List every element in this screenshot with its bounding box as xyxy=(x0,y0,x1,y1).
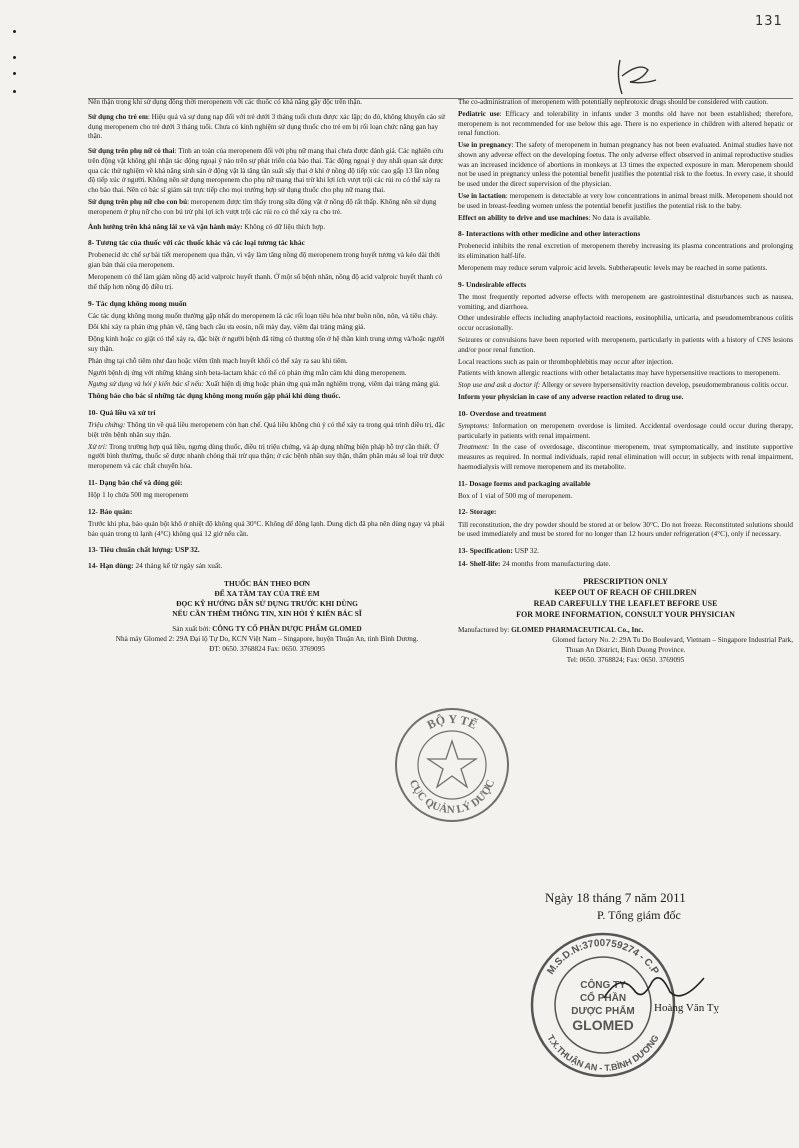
signature-date: Ngày 18 tháng 7 năm 2011 xyxy=(545,890,686,905)
english-column xyxy=(458,98,793,666)
section-heading: 14- Hạn dùng: 24 tháng kể từ ngày sản xuất. xyxy=(88,561,223,571)
paragraph: Triệu chứng: Thông tin về quá liều meropenem còn hạn chế. Quá liều không chủ ý có thể xảy ra trong quá trình điều trị, đặc biệt trên bệnh nhân suy thận. xyxy=(88,420,445,439)
paragraph: Use in pregnancy: The safety of meropenem in human pregnancy has not been evaluated. Animal studies have not shown any adverse effect on the developing foetus. The only adverse effect observed in animal reproductive studies was an increased incidence of abortions in monkeys at 13 times the expected exposure in man. Meropenem should not be used in pregnancy unless the potential benefit justifies the potential risk to the foetus. In every case, it should be used under the direct supervision of the physician. xyxy=(458,141,794,189)
warning-line: NẾU CẦN THÊM THÔNG TIN, XIN HỎI Ý KIẾN BÁC SĨ xyxy=(172,609,362,619)
paragraph: Sử dụng cho trẻ em: Hiệu quả và sự dung nạp đối với trẻ dưới 3 tháng tuổi chưa được xác lập; do đó, không khuyến cáo sử dụng meropenem cho trẻ dưới 3 tháng tuổi. Chưa có kinh nghiệm sử dụng thuốc cho trẻ em bị rối loạn chức năng gan hay thận. xyxy=(88,112,445,141)
warning-line: KEEP OUT OF REACH OF CHILDREN xyxy=(554,588,697,598)
paragraph: The most frequently reported adverse effects with meropenem are gastrointestinal disturbances such as nausea, vomiting, and diarrhoea. xyxy=(458,292,793,311)
svg-text:M.S.D.N:3700759274 - C.P: M.S.D.N:3700759274 - C.P xyxy=(545,937,661,977)
paragraph: Effect on ability to drive and use machines: No data is available. xyxy=(458,213,651,222)
warning-line: THUỐC BÁN THEO ĐƠN xyxy=(224,579,310,589)
section-heading: 11- Dosage forms and packaging available xyxy=(458,478,591,488)
svg-text:T.X.THUẬN AN - T.BÌNH DƯƠNG: T.X.THUẬN AN - T.BÌNH DƯƠNG xyxy=(545,1033,661,1074)
paragraph: Ngưng sử dụng và hỏi ý kiến bác sĩ nếu: Xuất hiện dị ứng hoặc phản ứng quá mẫn nghiêm trọng, viêm đại tràng màng giả. xyxy=(88,380,440,389)
page-number: 131 xyxy=(755,14,783,29)
paragraph: Ảnh hưởng trên khả năng lái xe và vận hành máy: Không có dữ liệu thích hợp. xyxy=(88,222,326,231)
paragraph: Seizures or convulsions have been reported with meropenem, particularly in patients with a history of CNS lesions and/or poor renal function. xyxy=(458,335,793,354)
paragraph: Symptoms: Information on meropenem overdose is limited. Accidental overdosage could occur during therapy, particularly in patients with renal impairment. xyxy=(458,421,793,440)
paragraph: Trước khi pha, bảo quản bột khô ở nhiệt độ không quá 30°C. Không để đông lạnh. Dung dịch đã pha nên dùng ngay và phải bảo quản trong tủ lạnh (4°C) không quá 12 giờ nếu cần. xyxy=(88,519,445,538)
manufacturer-address: Glomed factory No. 2: 29A Tu Do Boulevard, Vietnam – Singapore Industrial Park, xyxy=(552,636,793,645)
manufacturer-phone: ĐT: 0650. 3768824 Fax: 0650. 3769095 xyxy=(209,644,325,653)
svg-text:CÔNG TY: CÔNG TY xyxy=(580,980,626,991)
section-heading: 13- Tiêu chuẩn chất lượng: USP 32. xyxy=(88,545,200,555)
section-heading: 8- Tương tác của thuốc với các thuốc khác và các loại tương tác khác xyxy=(88,238,305,248)
warning-line: PRESCRIPTION ONLY xyxy=(583,577,668,587)
paragraph: Người bệnh dị ứng với những kháng sinh beta-lactam khác có thể có phản ứng mẫn cảm khi dùng meropenem. xyxy=(88,368,407,377)
section-heading: 11- Dạng bào chế và đóng gói: xyxy=(88,477,183,487)
initials-mark xyxy=(612,56,662,100)
paragraph: Sử dụng trên phụ nữ cho con bú: meropenem được tìm thấy trong sữa động vật ở nồng độ rất thấp. Không nên sử dụng meropenem ở phụ nữ cho con bú trừ phi lợi ích vượt trội các rủi ro có thể xảy ra cho trẻ. xyxy=(88,198,437,216)
paragraph: Till reconstitution, the dry powder should be stored at or below 30°C. Do not freeze. Reconstituted solutions should be used immediately and must be stored for no longer than 12 hours under refrigeration (4°C), only if necessary. xyxy=(458,520,793,539)
vietnamese-column xyxy=(88,98,446,655)
section-heading: 12- Storage: xyxy=(458,507,497,517)
paragraph: Các tác dụng không mong muốn thường gặp nhất do meropenem là các rối loạn tiêu hóa như buồn nôn, nôn, và tiêu chảy. xyxy=(88,311,438,320)
paragraph: Other undesirable effects including anaphylactoid reactions, eosinophilia, urticaria, and pseudomembranous colitis occur occasionally. xyxy=(458,314,793,333)
svg-text:CỔ PHẦN: CỔ PHẦN xyxy=(579,993,627,1004)
warning-block xyxy=(458,577,793,620)
warning-line: ĐỂ XA TẦM TAY CỦA TRẺ EM xyxy=(214,589,320,599)
paragraph: Thông báo cho bác sĩ những tác dụng không mong muốn gặp phải khi dùng thuốc. xyxy=(88,392,341,401)
manufacturer-block: Manufactured by: GLOMED PHARMACEUTICAL Co., Inc. Glomed factory No. 2: 29A Tu Do Boulevard, Vietnam – Singapore Industrial Park, Thuan An District, Binh Duong Province. Tel: 0650. 3768824; Fax: 0650. 3769095 xyxy=(458,626,793,664)
svg-text:DƯỢC PHẨM: DƯỢC PHẨM xyxy=(571,1006,635,1017)
manufacturer-phone: Tel: 0650. 3768824; Fax: 0650. 3769095 xyxy=(566,655,685,664)
paragraph: Box of 1 vial of 500 mg of meropenem. xyxy=(458,491,573,500)
section-heading: 9- Undesirable effects xyxy=(458,279,527,289)
paragraph: Local reactions such as pain or thrombophlebitis may occur after injection. xyxy=(458,357,674,366)
paragraph: Hộp 1 lọ chứa 500 mg meropenem xyxy=(88,490,189,499)
svg-text:BỘ Y TẾ: BỘ Y TẾ xyxy=(424,711,480,732)
warning-block xyxy=(88,579,446,619)
paragraph: The co-administration of meropenem with potentially nephrotoxic drugs should be considered with caution. xyxy=(458,98,768,106)
paragraph: Stop use and ask a doctor if: Allergy or severe hypersensitivity reaction develop, pseudomembranous colitis occur. xyxy=(458,381,789,390)
section-heading: 10- Overdose and treatment xyxy=(458,408,547,418)
warning-line: ĐỌC KỸ HƯỚNG DẪN SỬ DỤNG TRƯỚC KHI DÙNG xyxy=(176,599,358,609)
paragraph: Probenecid inhibits the renal excretion of meropenem thereby increasing its plasma concentrations and prolonging its elimination half-life. xyxy=(458,242,793,261)
section-heading: 13- Specification: USP 32. xyxy=(458,546,540,556)
section-heading: 14- Shelf-life: 24 months from manufacturing date. xyxy=(458,559,611,569)
paragraph: Probenecid ức chế sự bài tiết meropenem qua thận, vì vậy làm tăng nồng độ meropenem trong huyết tương và kéo dài thời gian bán thải của meropenem. xyxy=(88,251,441,270)
margin-dot xyxy=(13,56,16,59)
manufacturer-address: Nhà máy Glomed 2: 29A Đại lộ Tự Do, KCN Việt Nam – Singapore, huyện Thuận An, tỉnh Bình Dương. xyxy=(115,635,419,644)
section-heading: 10- Quá liều và xử trí xyxy=(88,407,156,417)
svg-text:GLOMED: GLOMED xyxy=(572,1017,634,1033)
margin-dot xyxy=(13,90,16,93)
paragraph: Phản ứng tại chỗ tiêm như đau hoặc viêm tĩnh mạch huyết khối có thể xảy ra sau khi tiêm. xyxy=(88,356,348,365)
manufacturer-address: Thuan An District, Binh Duong Province. xyxy=(565,645,686,654)
paragraph: Sử dụng trên phụ nữ có thai: Tính an toàn của meropenem đối với phụ nữ mang thai chưa được đánh giá. Các nghiên cứu trên động vật không ghi nhận tác động ngoại ý nào trên sự phát triển của bào thai. Tác động ngoại ý duy nhất quan sát được qua các thử nghiệm về khả năng sinh sản ở động vật là tăng tần suất sẩy thai ở khỉ ở nồng độ tiếp xúc cao gấp 13 lần nồng độ tiếp xúc ở người. Không nên sử dụng meropenem cho phụ nữ mang thai trừ khi lợi ích vượt trội các rủi ro có thể xảy ra cho bào thai. Nên có bác sĩ giám sát trực tiếp cho mọi trường hợp sử dụng thuốc cho phụ nữ mang thai. xyxy=(88,147,444,195)
paragraph: Pediatric use: Efficacy and tolerability in infants under 3 months old have not been established; therefore, meropenem is not recommended for use below this age. There is no experience in children with altered hepatic or renal function. xyxy=(458,109,793,138)
paragraph: Meropenem có thể làm giảm nồng độ acid valproic huyết thanh. Ở một số bệnh nhân, nồng độ acid valproic huyết thanh có thể thấp hơn nồng độ điều trị. xyxy=(88,273,443,291)
paragraph: Use in lactation: meropenem is detectable at very low concentrations in animal breast milk. Meropenem should not be used in breast-feeding women unless the potential benefit justifies the potential risk to the baby. xyxy=(458,192,793,210)
signature-title: P. Tổng giám đốc xyxy=(597,908,681,922)
paragraph: Xử trí: Trong trường hợp quá liều, ngưng dùng thuốc, điều trị triệu chứng, và áp dụng những biện pháp hỗ trợ cần thiết. Ở người bình thường, thuốc sẽ được nhanh chóng thải trừ qua thận; ở các bệnh nhân suy thận, thẩm phân máu sẽ loại trừ được meropenem và các chất chuyển hóa. xyxy=(88,442,445,471)
warning-line: FOR MORE INFORMATION, CONSULT YOUR PHYSICIAN xyxy=(516,609,735,619)
paragraph: Patients with known allergic reactions with other betalactams may have hypersensitive reactions to meropenem. xyxy=(458,369,781,378)
paragraph: Inform your physician in case of any adverse reaction related to drug use. xyxy=(458,392,684,401)
svg-text:CỤC QUẢN LÝ DƯỢC: CỤC QUẢN LÝ DƯỢC xyxy=(406,778,498,817)
paragraph: Treatment: In the case of overdosage, discontinue meropenem, treat symptomatically, and institute supportive measures as required. In normal individuals, rapid renal elimination will occur; in subjects with renal impairment, haemodialysis will remove meropenem and its metabolite. xyxy=(458,443,793,471)
section-heading: 8- Interactions with other medicine and other interactions xyxy=(458,229,641,239)
signer-name: Hoàng Văn Tỵ xyxy=(654,1002,719,1014)
signature-block xyxy=(545,890,686,923)
paragraph: Meropenem may reduce serum valproic acid levels. Subtherapeutic levels may be reached in some patients. xyxy=(458,264,768,272)
section-heading: 12- Bảo quản: xyxy=(88,506,133,516)
warning-line: READ CAREFULLY THE LEAFLET BEFORE USE xyxy=(533,598,718,608)
margin-dot xyxy=(13,30,16,33)
paragraph: Động kinh hoặc co giật có thể xảy ra, đặc biệt ở người bệnh đã từng có thương tổn ở hệ thần kinh trung ương và/hoặc người suy thận. xyxy=(88,335,445,353)
margin-dot xyxy=(13,72,16,75)
section-heading: 9- Tác dụng không mong muốn xyxy=(88,298,187,308)
manufacturer-block: Sản xuất bởi: CÔNG TY CỔ PHẦN DƯỢC PHẨM GLOMED Nhà máy Glomed 2: 29A Đại lộ Tự Do, KCN Việt Nam – Singapore, huyện Thuận An, tỉnh Bình Dương. ĐT: 0650. 3768824 Fax: 0650. 3769095 xyxy=(88,625,446,654)
ministry-stamp xyxy=(392,705,512,825)
paragraph: Đôi khi xảy ra phản ứng phản vệ, tăng bạch cầu ưa eosin, nổi mày đay, viêm đại tràng màng giả. xyxy=(88,323,366,332)
paragraph: Nên thận trọng khi sử dụng đồng thời meropenem với các thuốc có khả năng gây độc trên thận. xyxy=(88,98,362,106)
